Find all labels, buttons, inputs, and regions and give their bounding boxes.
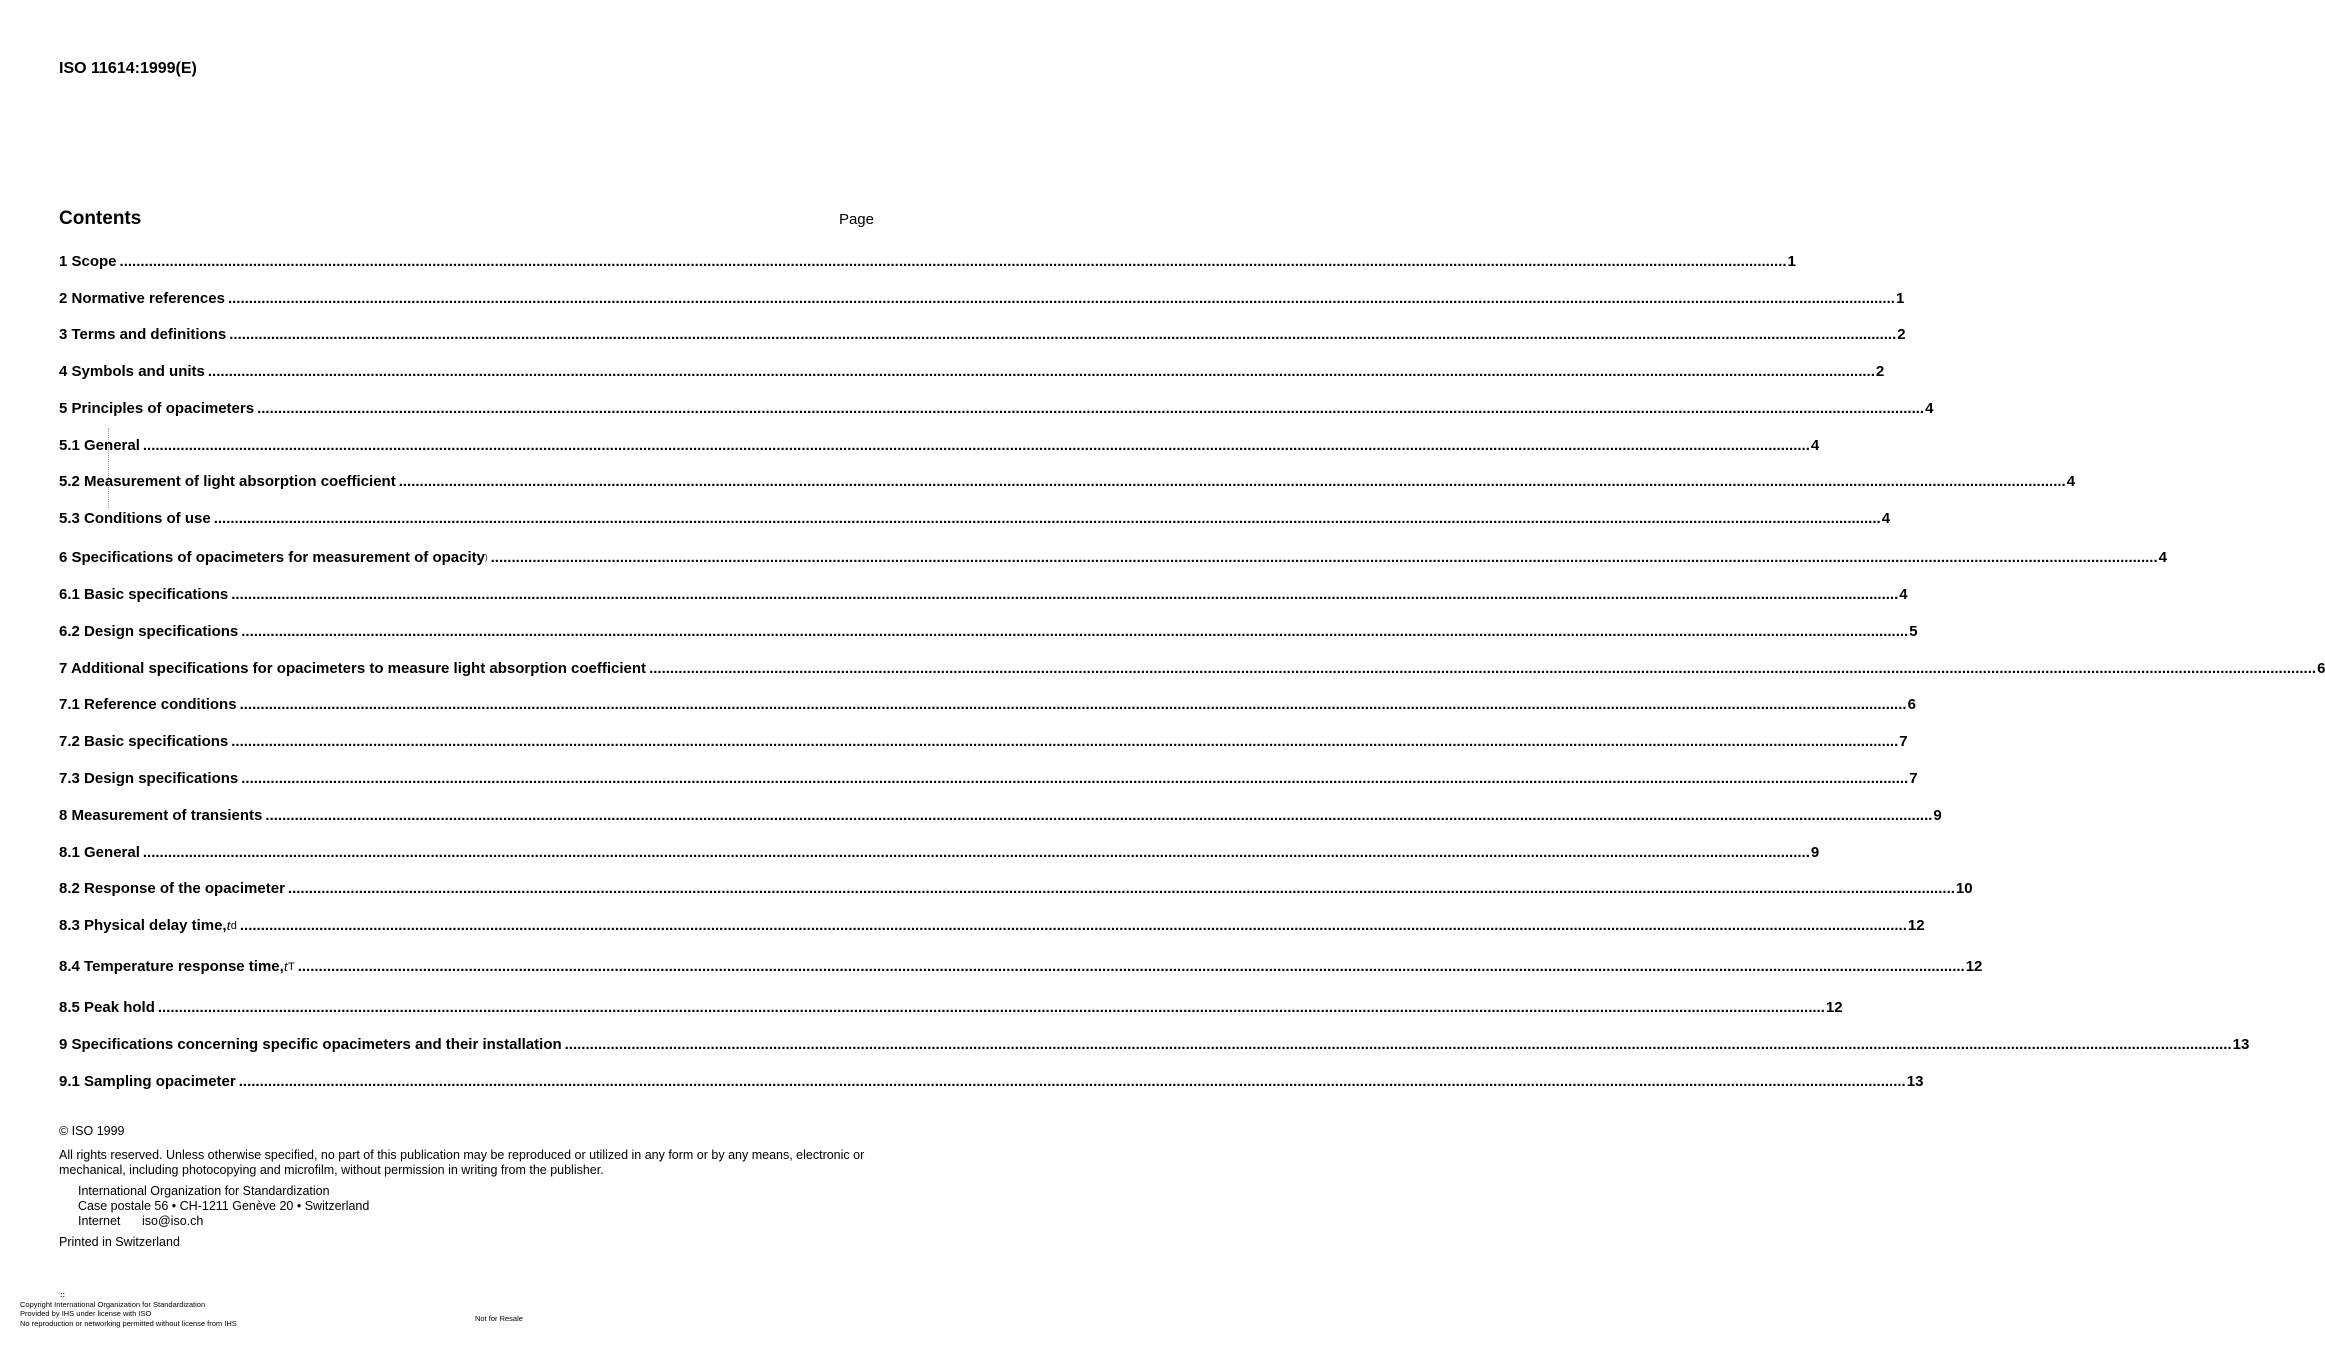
toc-entry-page: 4 — [1899, 586, 1908, 603]
dot-leader: ................................................................................................................................................................................................................................................................................................................................................................................................................ — [297, 958, 1965, 975]
footer-line-2: Provided by IHS under license with ISO — [20, 1309, 152, 1318]
toc-entry-title: 8.4 Temperature response time, — [59, 958, 284, 975]
toc-entry[interactable] — [59, 996, 1843, 1018]
dot-leader: ................................................................................................................................................................................................................................................................................................................................................................................................................ — [257, 400, 1925, 417]
toc-entry-page: 4 — [2066, 473, 2076, 490]
footer-line-1: Copyright International Organization for Standardization — [20, 1299, 206, 1309]
toc-entry[interactable] — [59, 470, 2076, 492]
dot-leader: ................................................................................................................................................................................................................................................................................................................................................................................................................ — [213, 510, 1881, 527]
toc-entry-superscript: ) — [484, 553, 488, 562]
internet-label: Internet — [78, 1214, 121, 1228]
rights-statement: All rights reserved. Unless otherwise specified, no part of this publication may be reproduced or utilized in any form or by any means, electronic or mechanical, including photocopying and microfilm, without permission in writing from the publisher. — [59, 1148, 865, 1177]
dot-leader: ................................................................................................................................................................................................................................................................................................................................................................................................................ — [227, 290, 1895, 307]
contents-header — [59, 208, 874, 232]
toc-entry[interactable] — [59, 767, 1918, 789]
address-block — [59, 1184, 874, 1229]
footer-line-3: No reproduction or networking permitted without license from IHS — [20, 1318, 237, 1328]
toc-entry-title: 7 Additional specifications for opacimeters to measure light absorption coefficient — [59, 660, 647, 677]
dot-leader: ................................................................................................................................................................................................................................................................................................................................................................................................................ — [265, 807, 1933, 824]
toc-entry-page: 5 — [1909, 623, 1918, 640]
toc-entry-page: 4 — [1810, 437, 1820, 454]
dot-leader: ................................................................................................................................................................................................................................................................................................................................................................................................................ — [287, 880, 1955, 897]
toc-entry-title: 8.5 Peak hold — [59, 999, 155, 1016]
dot-leader: ................................................................................................................................................................................................................................................................................................................................................................................................................ — [239, 696, 1907, 713]
dot-leader: ................................................................................................................................................................................................................................................................................................................................................................................................................ — [207, 363, 1875, 380]
toc-entry-title: 9 Specifications concerning specific opacimeters and their installation — [59, 1036, 562, 1053]
toc-entry[interactable] — [59, 507, 1891, 529]
toc-entry[interactable] — [59, 955, 1983, 977]
internet-line — [78, 1214, 874, 1229]
toc-entry[interactable] — [59, 1033, 2250, 1055]
toc-entry-title: 3 Terms and definitions — [59, 326, 227, 343]
toc-entry[interactable] — [59, 620, 1918, 642]
toc-entry[interactable] — [59, 730, 1908, 752]
toc-entry-title: 5.1 General — [59, 437, 140, 454]
dot-leader: ................................................................................................................................................................................................................................................................................................................................................................................................................ — [157, 999, 1825, 1016]
toc-entry-page: 2 — [1897, 326, 1906, 343]
toc-entry-page: 9 — [1810, 844, 1820, 861]
toc-entry-page: 13 — [1906, 1073, 1924, 1090]
toc-entry-symbol: t — [226, 918, 231, 934]
dot-leader: ................................................................................................................................................................................................................................................................................................................................................................................................................ — [229, 326, 1897, 343]
dot-leader: ................................................................................................................................................................................................................................................................................................................................................................................................................ — [142, 437, 1810, 454]
toc-entry-title: 1 Scope — [59, 253, 117, 270]
license-footer — [20, 1290, 620, 1328]
toc-entry-page: 1 — [1895, 290, 1905, 307]
email-link[interactable]: iso@iso.ch — [142, 1214, 204, 1228]
toc-entry-title: 5.3 Conditions of use — [59, 510, 211, 527]
toc-entry-page: 7 — [1899, 733, 1908, 750]
toc-entry-page: 1 — [1787, 253, 1796, 270]
copyright-line: © ISO 1999 — [59, 1124, 125, 1138]
copyright-block — [59, 1124, 874, 1250]
toc-entry[interactable] — [59, 583, 1908, 605]
toc-entry[interactable] — [59, 841, 1820, 863]
contents-title: Contents — [59, 208, 142, 229]
toc-entry-symbol: t — [283, 959, 288, 975]
toc-entry[interactable] — [59, 546, 2167, 568]
toc-entry-page: 4 — [1881, 510, 1891, 527]
dot-leader: ................................................................................................................................................................................................................................................................................................................................................................................................................ — [398, 473, 2066, 490]
toc-entry-title: 2 Normative references — [59, 290, 225, 307]
page-column-label: Page — [838, 211, 874, 228]
toc-entry-page: 12 — [1825, 999, 1843, 1016]
toc-entry-page: 4 — [2158, 549, 2167, 566]
toc-entry-page: 12 — [1907, 917, 1925, 934]
dot-leader: ................................................................................................................................................................................................................................................................................................................................................................................................................ — [142, 844, 1810, 861]
not-for-resale: Not for Resale — [475, 1314, 523, 1323]
toc-entry-page: 13 — [2232, 1036, 2250, 1053]
toc-entry-title: 7.2 Basic specifications — [59, 733, 229, 750]
toc-entry[interactable] — [59, 360, 1885, 382]
dot-leader: ................................................................................................................................................................................................................................................................................................................................................................................................................ — [649, 660, 2317, 677]
dot-leader: ................................................................................................................................................................................................................................................................................................................................................................................................................ — [564, 1036, 2232, 1053]
toc-entry-title: 8.2 Response of the opacimeter — [59, 880, 285, 897]
dot-leader: ................................................................................................................................................................................................................................................................................................................................................................................................................ — [231, 733, 1899, 750]
toc-entry-title: 5 Principles of opacimeters — [59, 400, 255, 417]
toc-entry-title: 5.2 Measurement of light absorption coefficient — [59, 473, 396, 490]
toc-entry-title: 9.1 Sampling opacimeter — [59, 1073, 236, 1090]
toc-entry-title: 8.3 Physical delay time, — [59, 917, 227, 934]
document-id: ISO 11614:1999(E) — [59, 60, 197, 77]
toc-entry-title: 6.1 Basic specifications — [59, 586, 229, 603]
toc-entry[interactable] — [59, 877, 1973, 899]
toc-entry-page: 9 — [1933, 807, 1942, 824]
toc-entry[interactable] — [59, 1070, 1924, 1092]
dot-leader: ................................................................................................................................................................................................................................................................................................................................................................................................................ — [241, 770, 1909, 787]
toc-entry-page: 6 — [1907, 696, 1916, 713]
toc-entry[interactable] — [59, 914, 1925, 936]
toc-entry-subscript: T — [287, 961, 295, 973]
toc-entry-title: 6.2 Design specifications — [59, 623, 239, 640]
toc-entry-title: 7.3 Design specifications — [59, 770, 239, 787]
toc-entry-subscript: d — [230, 920, 237, 932]
dot-leader: ................................................................................................................................................................................................................................................................................................................................................................................................................ — [241, 623, 1909, 640]
toc-entry[interactable] — [59, 287, 1905, 309]
toc-entry[interactable] — [59, 434, 1820, 456]
toc-entry-page: 7 — [1909, 770, 1918, 787]
toc-entry-page: 12 — [1965, 958, 1983, 975]
toc-entry-title: 6 Specifications of opacimeters for measurement of opacity — [59, 549, 485, 566]
toc-entry-title: 7.1 Reference conditions — [59, 696, 237, 713]
dot-leader: ................................................................................................................................................................................................................................................................................................................................................................................................................ — [119, 253, 1787, 270]
toc-entry-page: 6 — [2317, 660, 2325, 677]
footer-mark: :: — [60, 1290, 65, 1299]
toc-entry[interactable] — [59, 323, 1906, 345]
toc-entry[interactable] — [59, 804, 1942, 826]
dot-leader: ................................................................................................................................................................................................................................................................................................................................................................................................................ — [231, 586, 1899, 603]
toc-entry[interactable] — [59, 693, 1916, 715]
toc-entry[interactable] — [59, 397, 1934, 419]
organization-name: International Organization for Standardization — [78, 1184, 330, 1198]
toc-entry-page: 2 — [1875, 363, 1885, 380]
postal-address: Case postale 56 • CH-1211 Genève 20 • Switzerland — [78, 1199, 370, 1213]
toc-entry-title: 8.1 General — [59, 844, 140, 861]
toc-entry-page: 10 — [1955, 880, 1973, 897]
dot-leader: ................................................................................................................................................................................................................................................................................................................................................................................................................ — [239, 917, 1907, 934]
toc-entry-title: 4 Symbols and units — [59, 363, 205, 380]
toc-entry-title: 8 Measurement of transients — [59, 807, 263, 824]
toc-entry-page: 4 — [1925, 400, 1934, 417]
toc-entry[interactable] — [59, 657, 2325, 679]
dot-leader: ................................................................................................................................................................................................................................................................................................................................................................................................................ — [490, 549, 2158, 566]
toc-entry[interactable] — [59, 250, 1796, 272]
printed-in: Printed in Switzerland — [59, 1235, 180, 1249]
dot-leader: ................................................................................................................................................................................................................................................................................................................................................................................................................ — [238, 1073, 1906, 1090]
